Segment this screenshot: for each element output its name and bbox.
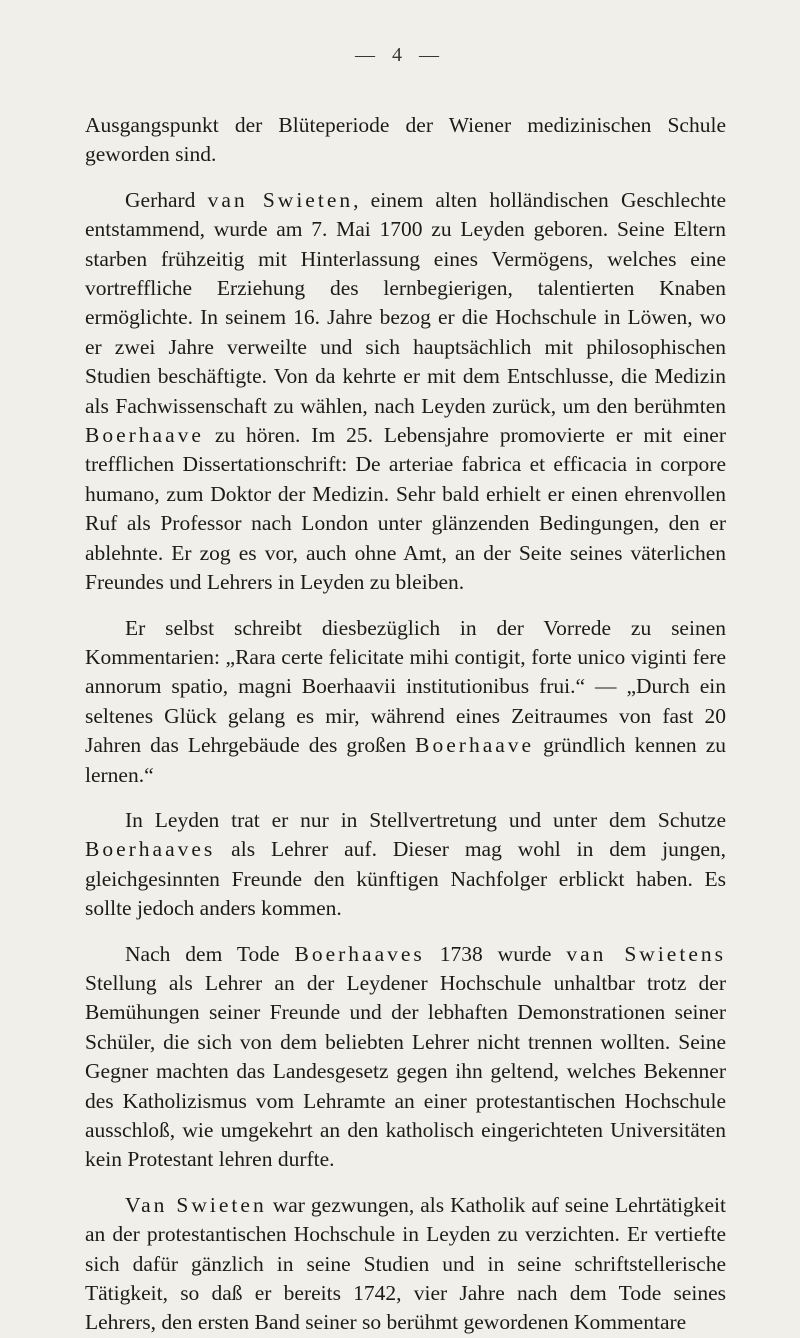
text-segment: war gezwungen, als Katholik auf seine Lehrtätigkeit an der protestantischen Hochschule in Leyden zu verzichten. Er vertiefte sich dafür gänzlich in seine Studien und in seine schriftstellerische Tätigkeit, so daß er bereits 1742, vier Jahre nach dem Tode seines Lehrers, den ersten Band seiner so berühmt gewordenen Kommentare bbox=[85, 1192, 726, 1335]
paragraph-6 bbox=[85, 1191, 726, 1338]
text-segment: 1738 wurde bbox=[424, 941, 567, 966]
paragraph-5 bbox=[85, 940, 726, 1175]
paragraph-1 bbox=[85, 111, 726, 170]
spaced-name: van Swieten bbox=[207, 187, 354, 212]
spaced-name: van Swietens bbox=[566, 941, 726, 966]
text-segment: Nach dem Tode bbox=[125, 941, 295, 966]
text-segment: , einem alten holländischen Geschlechte entstammend, wurde am 7. Mai 1700 zu Leyden geboren. Seine Eltern starben frühzeitig mit Hinterlassung eines Vermögens, welches eine vortreffliche Erziehung des lernbegierigen, talentierten Knaben ermöglichte. In seinem 16. Jahre bezog er die Hochschule in Löwen, wo er zwei Jahre verweilte und sich hauptsächlich mit philosophischen Studien beschäftigte. Von da kehrte er mit dem Entschlusse, die Medizin als Fachwissenschaft zu wählen, nach Leyden zurück, um den berühmten bbox=[85, 187, 727, 418]
spaced-name: Boerhaave bbox=[85, 423, 204, 448]
text-segment: Gerhard bbox=[125, 187, 208, 212]
text-segment: gründlich kennen zu lernen.“ bbox=[85, 733, 726, 787]
text-segment: Stellung als Lehrer an der Leydener Hochschule unhaltbar trotz der Bemühungen seiner Freunde und der lebhaften Demonstrationen seiner Schüler, die sich von dem beliebten Lehrer nicht trennen wollten. Seine Gegner machten das Landesgesetz gegen ihn geltend, welches Bekenner des Katholizismus vom Lehramte an einer protestantischen Hochschule ausschloß, wie umgekehrt an den katholisch eingerichteten Universitäten kein Protestant lehren durfte. bbox=[85, 970, 726, 1172]
spaced-name: Van Swieten bbox=[125, 1192, 267, 1217]
paragraph-4 bbox=[85, 806, 726, 924]
paragraph-2 bbox=[85, 186, 726, 598]
text-segment: als Lehrer auf. Dieser mag wohl in dem jungen, gleichgesinnten Freunde den künftigen Nachfolger erblickt haben. Es sollte jedoch anders kommen. bbox=[85, 837, 726, 921]
paragraph-3 bbox=[85, 614, 726, 790]
spaced-name: Boerhaaves bbox=[85, 837, 216, 862]
text-segment: Er selbst schreibt diesbezüglich in der Vorrede zu seinen Kommentarien: „Rara certe felicitate mihi contigit, forte unico viginti fere annorum spatio, magni Boerhaavii institutionibus frui.“ — „Durch ein seltenes Glück gelang es mir, während eines Zeitraumes von fast 20 Jahren das Lehrgebäude des großen bbox=[85, 615, 726, 758]
page-number: — 4 — bbox=[355, 44, 445, 66]
text-segment: In Leyden trat er nur in Stellvertretung und unter dem Schutze bbox=[125, 807, 726, 832]
spaced-name: Boerhaaves bbox=[294, 941, 425, 966]
text-segment: Ausgangspunkt der Blüteperiode der Wiener medizinischen Schule geworden sind. bbox=[85, 113, 726, 167]
spaced-name: Boerhaave bbox=[415, 733, 535, 758]
body-text bbox=[85, 111, 726, 1338]
text-segment: zu hören. Im 25. Lebensjahre promovierte er mit einer trefflichen Dissertationschrift: De arteriae fabrica et efficacia in corpore humano, zum Doktor der Medizin. Sehr bald erhielt er einen ehrenvollen Ruf als Professor nach London unter glänzenden Bedingungen, den er ablehnte. Er zog es vor, auch ohne Amt, an der Seite seines väterlichen Freundes und Lehrers in Leyden zu bleiben. bbox=[85, 423, 726, 595]
